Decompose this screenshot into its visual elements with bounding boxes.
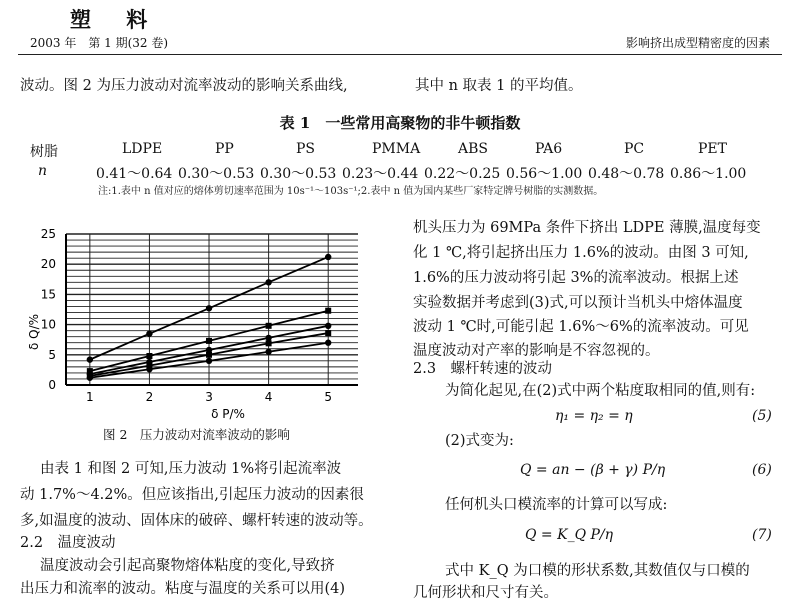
journal-title: 塑 料 [70, 7, 162, 32]
data-point [206, 338, 212, 344]
right-p2: 为简化起见,在(2)式中两个粘度取相同的值,则有: [445, 383, 756, 399]
table-cell: PC [624, 141, 645, 157]
data-point [146, 330, 152, 336]
table-cell: 0.30〜0.53 [178, 166, 255, 182]
right-p4: 任何机头口模流率的计算可以写成: [445, 497, 668, 513]
chart-grid [66, 234, 358, 385]
right-p5-line1: 式中 K_Q 为口模的形状系数,其数值仅与口模的 [445, 563, 750, 579]
table-cell: ABS [458, 141, 488, 157]
left-p1-line1: 由表 1 和图 2 可知,压力波动 1%将引起流率波 [40, 461, 342, 477]
x-axis-label: δ P/% [211, 407, 245, 421]
x-tick-label: 4 [264, 390, 273, 404]
right-p1-line2: 化 1 ℃,将引起挤出压力 1.6%的波动。由图 3 可知, [413, 245, 749, 261]
data-point [87, 375, 93, 381]
x-tick-label: 5 [324, 390, 333, 404]
data-point [325, 330, 331, 336]
right-p1-line4: 实验数据并考虑到(3)式,可以预计当机头中熔体温度 [413, 295, 743, 311]
y-tick-label: 0 [48, 378, 56, 392]
data-point [266, 323, 272, 329]
right-p1-line5: 波动 1 ℃时,可能引起 1.6%〜6%的流率波动。可见 [413, 319, 749, 335]
y-tick-label: 20 [40, 257, 56, 272]
y-tick-label: 5 [48, 347, 56, 362]
table-row-label: n [38, 163, 48, 179]
figure-caption: 图 2 压力波动对流率波动的影响 [103, 427, 290, 442]
data-point [325, 323, 331, 329]
data-point [265, 335, 271, 341]
data-point [146, 353, 152, 359]
data-point [206, 358, 212, 364]
figure-2-chart [18, 222, 398, 447]
y-axis-label: δ Q/% [27, 313, 41, 351]
data-point [266, 340, 272, 346]
equation-6: Q = an − (β + γ) P/η [520, 462, 666, 478]
chart-axes [66, 234, 358, 385]
table-cell: PMMA [372, 141, 421, 157]
left-p1-line3: 多,如温度的波动、固体床的破碎、螺杆转速的波动等。 [20, 513, 373, 529]
right-p3: (2)式变为: [445, 433, 514, 449]
section-2-3-heading: 2.3 螺杆转速的波动 [413, 361, 553, 377]
issue-info: 2003 年 第 1 期(32 卷) [30, 36, 169, 50]
equation-5: η₁ = η₂ = η [555, 408, 633, 424]
table-cell: PS [296, 141, 316, 157]
table-cell: 0.30〜0.53 [260, 166, 337, 182]
equation-5-number: (5) [752, 408, 772, 424]
chart-ticks [41, 227, 332, 404]
header-rule [18, 54, 782, 55]
equation-7: Q = K_Q P/η [525, 527, 614, 543]
intro-line-left: 波动。图 2 为压力波动对流率波动的影响关系曲线, [20, 78, 348, 94]
y-tick-label: 25 [40, 227, 56, 241]
left-p1-line2: 动 1.7%〜4.2%。但应该指出,引起压力波动的因素很 [20, 487, 364, 503]
left-p2-line2: 出压力和流率的波动。粘度与温度的关系可以用(4) [20, 581, 346, 597]
equation-6-number: (6) [752, 462, 772, 478]
x-tick-label: 2 [145, 390, 154, 404]
equation-7-number: (7) [752, 527, 772, 543]
table-cell: 0.56〜1.00 [506, 166, 583, 182]
table-cell: LDPE [122, 141, 163, 157]
right-p5-line2: 几何形状和尺寸有关。 [413, 585, 558, 601]
left-p2-line1: 温度波动会引起高聚物熔体粘度的变化,导致挤 [40, 558, 335, 574]
x-tick-label: 1 [86, 390, 94, 404]
table-cell: PP [215, 141, 234, 157]
right-p1-line1: 机头压力为 69MPa 条件下挤出 LDPE 薄膜,温度每变 [413, 220, 761, 236]
data-point [325, 254, 331, 260]
data-point [146, 366, 152, 372]
data-point [206, 305, 212, 311]
table-cell: 0.48〜0.78 [588, 166, 665, 182]
data-point [325, 340, 331, 346]
table-row-label: 树脂 [30, 144, 58, 160]
data-point [265, 279, 271, 285]
data-point [206, 352, 212, 358]
table-cell: 0.41〜0.64 [96, 166, 173, 182]
table-note: 注:1.表中 n 值对应的熔体剪切速率范围为 10s⁻¹〜103s⁻¹;2.表中 n 值为国内某些厂家特定牌号树脂的实测数据。 [98, 186, 604, 197]
table-cell: PET [698, 141, 727, 157]
data-point [265, 349, 271, 355]
table-cell: 0.23〜0.44 [342, 166, 419, 182]
section-2-2-heading: 2.2 温度波动 [20, 535, 116, 551]
table-cell: PA6 [535, 141, 563, 157]
y-tick-label: 10 [40, 317, 56, 332]
running-title: 影响挤出成型精密度的因素 [625, 36, 770, 50]
data-point [325, 308, 331, 314]
table-cell: 0.22〜0.25 [424, 166, 501, 182]
intro-line-right: 其中 n 取表 1 的平均值。 [415, 78, 583, 94]
y-tick-label: 15 [40, 287, 56, 302]
right-p1-line6: 温度波动对产率的影响是不容忽视的。 [413, 343, 660, 359]
data-point [87, 356, 93, 362]
right-p1-line3: 1.6%的压力波动将引起 3%的流率波动。根据上述 [413, 270, 739, 286]
table-title: 表 1 一些常用高聚物的非牛顿指数 [279, 114, 521, 132]
table-cell: 0.86〜1.00 [670, 166, 747, 182]
x-tick-label: 3 [205, 390, 213, 404]
